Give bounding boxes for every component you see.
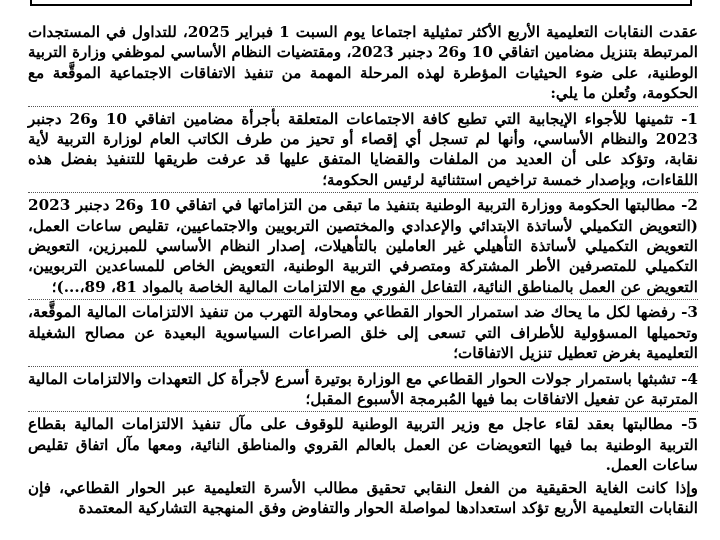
separator bbox=[28, 106, 698, 107]
closing-paragraph: وإذا كانت الغاية الحقيقية من الفعل النقابي تحقيق مطالب الأسرة التعليمية عبر الحوار القطاعي، فإن النقابات التعليمية الأربع تؤكد استعدادها لمواصلة الحوار والتفاوض وفق المنهجية التشاركية المعتمدة bbox=[28, 478, 698, 517]
separator bbox=[28, 299, 698, 300]
intro-paragraph: عقدت النقابات التعليمية الأربع الأكثر تمثيلية اجتماعا يوم السبت 1 فبراير 2025، للتداول في المستجدات المرتبطة بتنزيل مضامين اتفاقي 10 و26 دجنبر 2023، ومقتضيات النظام الأساسي لموظفي وزارة التربية الوطنية، على ضوء الحيثيات المؤطرة لهذه المرحلة المهمة من تنفيذ الاتفاقات الاجتماعية الموقَّعة مع الحكومة، وتُعلن ما يلي: bbox=[28, 23, 698, 103]
separator bbox=[28, 366, 698, 367]
item-5: 5- مطالبتها بعقد لقاء عاجل مع وزير التربية الوطنية للوقوف على مآل تنفيذ الالتزامات المالية بقطاع التربية الوطنية بما فيها التعويضات عن العمل بالعالم القروي والمناطق النائية، ومعها مآل اتفاق تقليص ساعات العمل. bbox=[28, 415, 698, 475]
item-3: 3- رفضها لكل ما يحاك ضد استمرار الحوار القطاعي ومحاولة التهرب من تنفيذ الالتزامات المالية الموقَّعة، وتحميلها المسؤولية للأطراف التي تسعى إلى خلق الصراعات السياسوية البعيدة عن مصالح الشغيلة التعليمية بغرض تعطيل تنزيل الاتفاقات؛ bbox=[28, 303, 698, 363]
separator bbox=[28, 411, 698, 412]
statement-document bbox=[28, 22, 698, 520]
item-1: 1- تثمينها للأجواء الإيجابية التي تطبع كافة الاجتماعات المتعلقة بأجرأة مضامين اتفاقي 10 و26 دجنبر 2023 والنظام الأساسي، وأنها لم تسجل أي إقصاء أو تحيز من طرف الكاتب العام لوزارة التربية لأية نقابة، وتؤكد على أن العديد من الملفات والقضايا المتفق عليها قد عرفت طريقها للتنفيذ بفضل هذه اللقاءات، وبإصدار خمسة تراخيص استثنائية لرئيس الحكومة؛ bbox=[28, 109, 698, 189]
separator bbox=[28, 192, 698, 193]
header-frame bbox=[30, 0, 692, 6]
item-4: 4- تشبثها باستمرار جولات الحوار القطاعي مع الوزارة بوتيرة أسرع لأجرأة كل التعهدات والالتزامات المالية المترتبة عن تفعيل الاتفاقات بما فيها المُبرمجة الأسبوع المقبل؛ bbox=[28, 369, 698, 408]
item-2: 2- مطالبتها الحكومة ووزارة التربية الوطنية بتنفيذ ما تبقى من التزاماتها في اتفاقي 10 و26 دجنبر 2023 (التعويض التكميلي لأساتذة الابتدائي والإعدادي والمختصين التربويين والاجتماعيين، تقليص ساعات العمل، التعويض التكميلي لأساتذة التأهيلي غير العاملين بالتأهيلات، إصدار النظام الأساسي للمبرزين، التعويض التكميلي للمتصرفين الأطر المشتركة ومتصرفي التربية الوطنية، التعويض الخاص للمساعدين التربويين، التعويض عن العمل بالمناطق النائية، التفاعل الفوري مع الالتزامات المالية الخاصة بالمواد 81، 89،...)؛ bbox=[28, 196, 698, 296]
